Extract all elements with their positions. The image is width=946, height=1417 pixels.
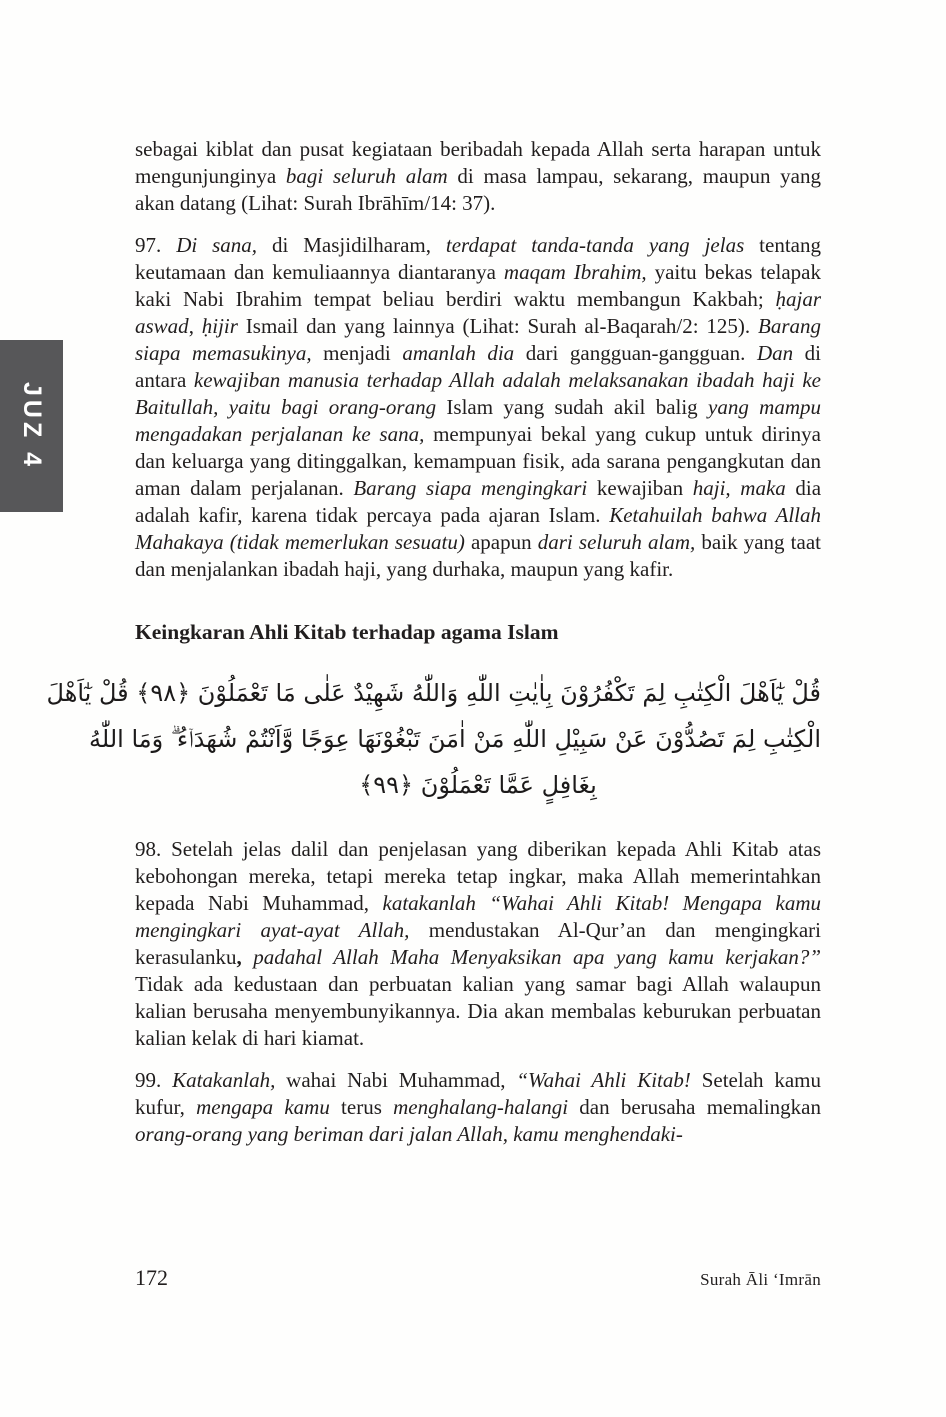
section-heading: Keingkaran Ahli Kitab terhadap agama Islam (135, 620, 559, 644)
paragraph-99: 99. Katakanlah, wahai Nabi Muhammad, “Wahai Ahli Kitab! Setelah kamu kufur, mengapa kamu terus menghalang-halangi dan berusaha memalingkan orang-orang yang beriman dari jalan Allah, kamu menghendaki- (135, 1068, 821, 1146)
page-footer (135, 1265, 821, 1291)
paragraph-97: 97. Di sana, di Masjidilharam, terdapat tanda-tanda yang jelas tentang keutamaan dan kemuliaannya diantaranya maqam Ibrahim, yaitu bekas telapak kaki Nabi Ibrahim tempat beliau berdiri waktu membangun Kakbah; ḥajar aswad, ḥijir Ismail dan yang lainnya (Lihat: Surah al-Baqarah/2: 125). Barang siapa memasukinya, menjadi amanlah dia dari gangguan-gangguan. Dan di antara kewajiban manusia terhadap Allah adalah melaksanakan ibadah haji ke Baitullah, yaitu bagi orang-orang Islam yang sudah akil balig yang mampu mengadakan perjalanan ke sana, mempunyai bekal yang cukup untuk dirinya dan keluarga yang ditinggalkan, kemampuan fisik, ada sarana pengangkutan dan aman dalam perjalanan. Barang siapa mengingkari kewajiban haji, maka dia adalah kafir, karena tidak percaya pada ajaran Islam. Ketahuilah bahwa Allah Mahakaya (tidak memerlukan sesuatu) apapun dari seluruh alam, baik yang taat dan menjalankan ibadah haji, yang durhaka, maupun yang kafir. (135, 233, 822, 581)
paragraph-continuation: sebagai kiblat dan pusat kegiataan beribadah kepada Allah serta harapan untuk mengunjunginya bagi seluruh alam di masa lampau, sekarang, maupun yang akan datang (Lihat: Surah Ibrāhīm/14: 37). (135, 137, 821, 215)
paragraph-98: 98. Setelah jelas dalil dan penjelasan yang diberikan kepada Ahli Kitab atas kebohongan mereka, tetapi mereka tetap ingkar, maka Allah memerintahkan kepada Nabi Muhammad, katakanlah “Wahai Ahli Kitab! Mengapa kamu mengingkari ayat-ayat Allah, mendustakan Al-Qur’an dan mengingkari kerasulanku, padahal Allah Maha Menyaksikan apa yang kamu kerjakan?” Tidak ada kedustaan dan perbuatan kalian yang samar bagi Allah walaupun kalian berusaha menyembunyikannya. Dia akan membalas keburukan perbuatan kalian kelak di hari kiamat. (135, 837, 821, 1050)
arabic-verse-line-2: الْكِتٰبِ لِمَ تَصُدُّوْنَ عَنْ سَبِيْلِ اللّٰهِ مَنْ اٰمَنَ تَبْغُوْنَهَا عِوَجًا وَّاَنْتُمْ شُهَدَاۤءُ ۗ وَمَا اللّٰهُ (89, 725, 821, 753)
arabic-verse-line-3: بِغَافِلٍ عَمَّا تَعْمَلُوْنَ ﴿٩٩﴾ (359, 771, 597, 799)
arabic-verse-block (46, 670, 821, 808)
arabic-verse-line-1: قُلْ يٰٓاَهْلَ الْكِتٰبِ لِمَ تَكْفُرُوْنَ بِاٰيٰتِ اللّٰهِ وَاللّٰهُ شَهِيْدٌ عَلٰى مَا تَعْمَلُوْنَ ﴿٩٨﴾ قُلْ يٰٓاَهْلَ (46, 679, 821, 707)
juz-label: JUZ 4 (18, 381, 46, 471)
page-content (46, 136, 822, 1163)
page-number: 172 (135, 1265, 168, 1290)
running-title: Surah Āli ‘Imrān (700, 1270, 821, 1289)
juz-tab (0, 340, 63, 512)
